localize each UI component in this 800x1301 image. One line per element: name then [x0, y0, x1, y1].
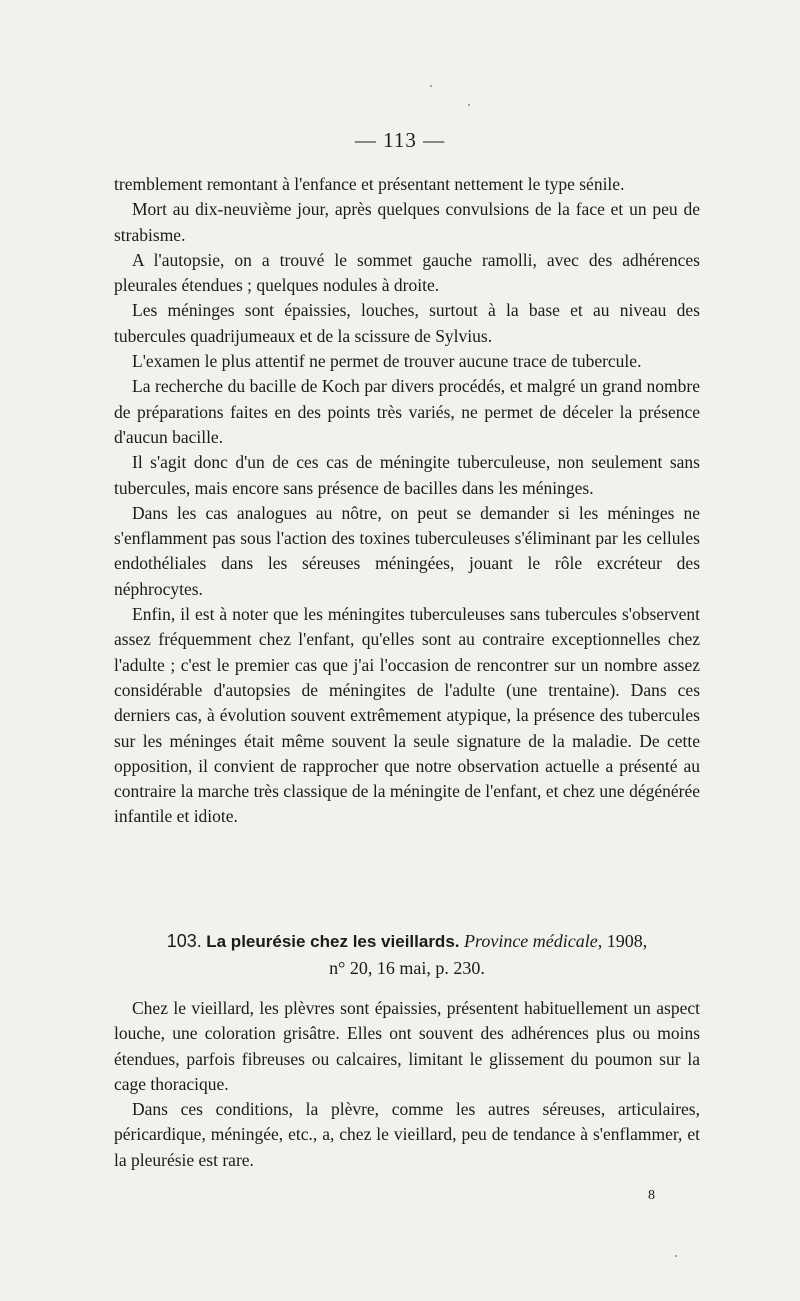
section-heading — [114, 928, 700, 982]
section-citation: n° 20, 16 mai, p. 230. — [329, 958, 485, 978]
paper-speck — [468, 104, 470, 106]
section-journal: Province médicale, — [464, 931, 603, 951]
signature-mark: 8 — [648, 1188, 655, 1203]
section-text — [114, 996, 700, 1173]
paragraph: Mort au dix-neuvième jour, après quelques convulsions de la face et un peu de strabisme. — [114, 199, 700, 245]
paragraph: tremblement remontant à l'enfance et présentant nettement le type sénile. — [114, 174, 625, 194]
paragraph: L'examen le plus attentif ne permet de trouver aucune trace de tubercule. — [132, 351, 642, 372]
paragraph: Les méninges sont épaissies, louches, surtout à la base et au niveau des tubercules quadrijumeaux et de la scissure de Sylvius. — [114, 300, 700, 346]
page-number: — 113 — — [354, 128, 446, 152]
paragraph: Dans les cas analogues au nôtre, on peut se demander si les méninges ne s'enflamment pas sous l'action des toxines tuberculeuses s'éliminant par les cellules endothéliales dans les séreuses méningées, jouant le rôle excréteur des néphrocytes. — [114, 502, 700, 599]
section-year: 1908, — [606, 931, 648, 951]
section-title: La pleurésie chez les vieillards. — [206, 932, 460, 951]
paragraph: La recherche du bacille de Koch par divers procédés, et malgré un grand nombre de préparations faites en des points très variés, ne permet de déceler la présence d'aucun bacille. — [114, 376, 700, 447]
paragraph: A l'autopsie, on a trouvé le sommet gauche ramolli, avec des adhérences pleurales étendues ; quelques nodules à droite. — [114, 249, 700, 296]
paper-speck — [430, 85, 432, 87]
section-heading-line-1 — [114, 928, 700, 955]
paragraph: Il s'agit donc d'un de ces cas de méningite tuberculeuse, non seulement sans tubercules, mais encore sans présence de bacilles dans les méninges. — [114, 452, 700, 498]
paragraph: Chez le vieillard, les plèvres sont épaissies, présentent habituellement un aspect louche, une coloration grisâtre. Elles ont souvent des adhérences plus ou moins étendues, parfois fibreuses ou calcaires, limitant le glissement du poumon sur la cage thoracique. — [114, 998, 700, 1094]
main-text — [114, 172, 700, 830]
paragraph: Enfin, il est à noter que les méningites tuberculeuses sans tubercules s'observent assez fréquemment chez l'enfant, qu'elles sont au contraire exceptionnelles chez l'adulte ; c'est le premier cas que j'ai l'occasion de rencontrer sur un nombre assez considérable d'autopsies de méningites de l'adulte (une trentaine). Dans ces derniers cas, à évolution souvent extrêmement atypique, la présence des tubercules sur les méninges était même souvent la seule signature de la maladie. De cette opposition, il convient de rapprocher que notre observation actuelle a présenté au contraire la marche très classique de la méningite de l'enfant, et chez une dégénérée infantile et idiote. — [114, 604, 700, 827]
section-number: 103. — [166, 931, 202, 951]
paragraph: Dans ces conditions, la plèvre, comme les autres séreuses, articulaires, péricardique, méningée, etc., a, chez le vieillard, peu de tendance à s'enflammer, et la pleurésie est rare. — [114, 1099, 700, 1170]
paper-speck — [675, 1255, 677, 1257]
